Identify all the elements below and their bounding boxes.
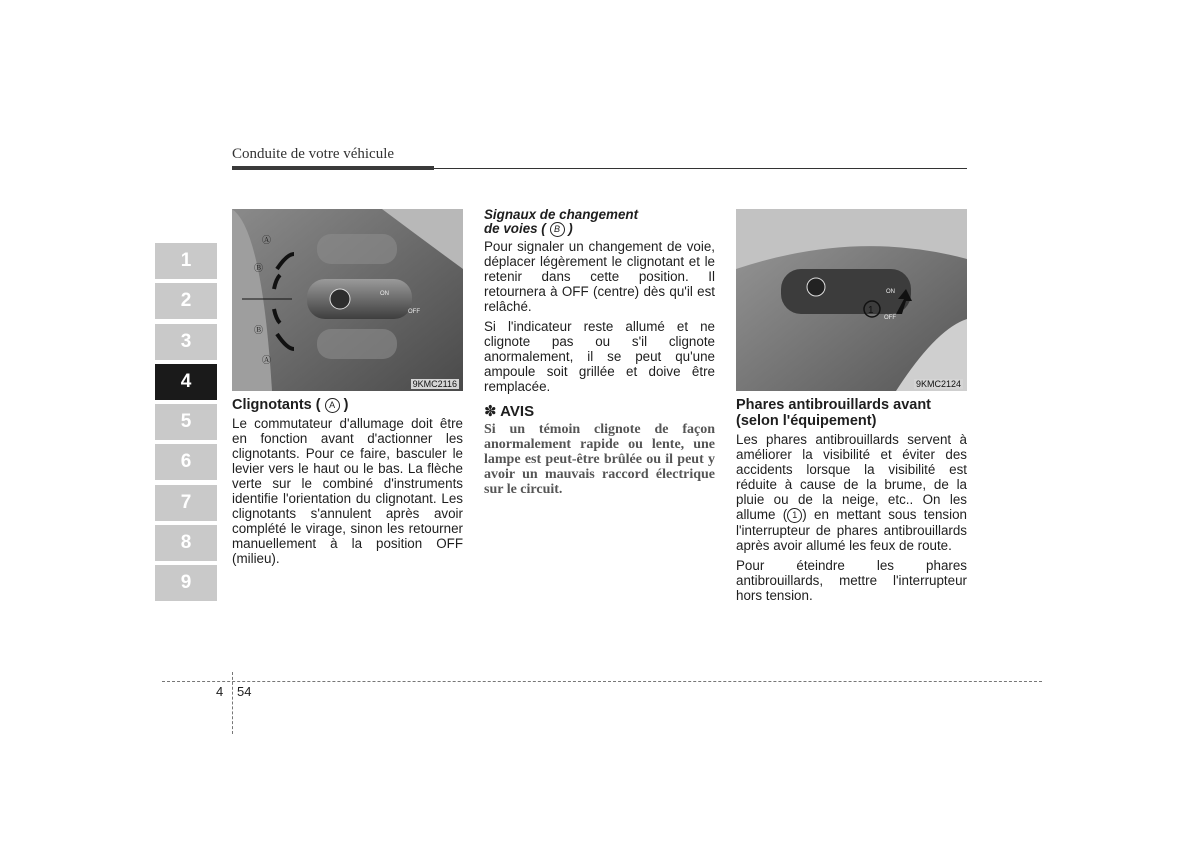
svg-text:Ⓑ: Ⓑ [254,325,264,335]
fog-lights-paragraph: Les phares antibrouillards servent à améliorer la visibilité et éviter des accidents lorsque la visibilité est réduite à cause de la brume, de la pluie ou de la neige, etc.. On les allume ( 1 ) en mettant sous tension l'interrupteur de phares antibrouillards après avoir allumé les feux de route. [736,432,967,553]
lane-change-indicator-paragraph: Si l'indicateur reste allumé et ne clignote pas ou s'il clignote anormalement, il se peut qu'une ampoule soit grillée et doive être remplacée. [484,319,715,394]
chapter-tab-6[interactable]: 6 [155,444,217,480]
svg-text:ON: ON [886,289,895,295]
circled-1-symbol: 1 [787,508,802,523]
circled-a-symbol: A [325,398,340,413]
turn-signal-lever-illustration [232,209,463,391]
chapter-tab-5[interactable]: 5 [155,404,217,440]
lane-change-paragraph: Pour signaler un changement de voie, déplacer légèrement le clignotant et le retenir dans cette position. Il retournera à OFF (centre) dès qu'il est relâché. [484,239,715,314]
svg-text:ON: ON [380,291,389,297]
section-heading-fog-lights: Phares antibrouillards avant (selon l'équipement) [736,397,932,429]
section-heading-lane-change: Signaux de changement de voies ( B ) [484,207,639,236]
footer-chapter-number: 4 [216,684,224,699]
notice-text: Si un témoin clignote de façon anormalement rapide ou lente, une lampe est peut-être brûlée ou il peut y avoir un mauvais raccord électrique sur le circuit. [484,422,715,497]
svg-text:1: 1 [868,305,874,316]
svg-text:OFF: OFF [884,315,896,321]
chapter-tab-9[interactable]: 9 [155,565,217,601]
circled-b-symbol: B [550,222,565,237]
chapter-tab-3[interactable]: 3 [155,324,217,360]
fog-light-photo [736,209,967,391]
svg-text:Ⓐ: Ⓐ [262,235,272,245]
column-turn-signals [232,397,463,571]
chapter-tab-2[interactable]: 2 [155,283,217,319]
footer-page-number: 54 [237,684,252,699]
photo-reference-code: 9KMC2124 [915,379,961,389]
footer-rule [162,681,1042,682]
turn-signals-paragraph: Le commutateur d'allumage doit être en fonction avant d'actionner les clignotants. Pour ce faire, basculer le levier vers le haut ou le bas. La flèche verte sur le combiné d'instruments identifie l'orientation du clignotant. Les clignotants s'annulent après avoir complété le virage, sinon les retourner manuellement à la position OFF (milieu). [232,416,463,566]
notice-title: ✽ AVIS [484,403,535,420]
fog-light-lever-illustration [736,209,967,391]
chapter-tab-4[interactable]: 4 [155,364,217,400]
chapter-tab-1[interactable]: 1 [155,243,217,279]
chapter-tabs [155,243,217,606]
footer-divider [232,672,233,734]
chapter-tab-8[interactable]: 8 [155,525,217,561]
section-heading-turn-signals: Clignotants ( A ) [232,397,349,413]
svg-text:Ⓐ: Ⓐ [262,355,272,365]
page-header-title: Conduite de votre véhicule [232,146,395,162]
chapter-tab-7[interactable]: 7 [155,485,217,521]
turn-signal-photo [232,209,463,391]
fog-lights-off-paragraph: Pour éteindre les phares antibrouillards, mettre l'interrupteur hors tension. [736,558,967,603]
photo-reference-code: 9KMC2116 [412,379,457,389]
header-rule-accent [232,166,434,170]
column-fog-lights [736,397,967,608]
svg-text:Ⓑ: Ⓑ [254,263,264,273]
svg-text:OFF: OFF [408,309,420,315]
column-lane-change [484,208,715,497]
